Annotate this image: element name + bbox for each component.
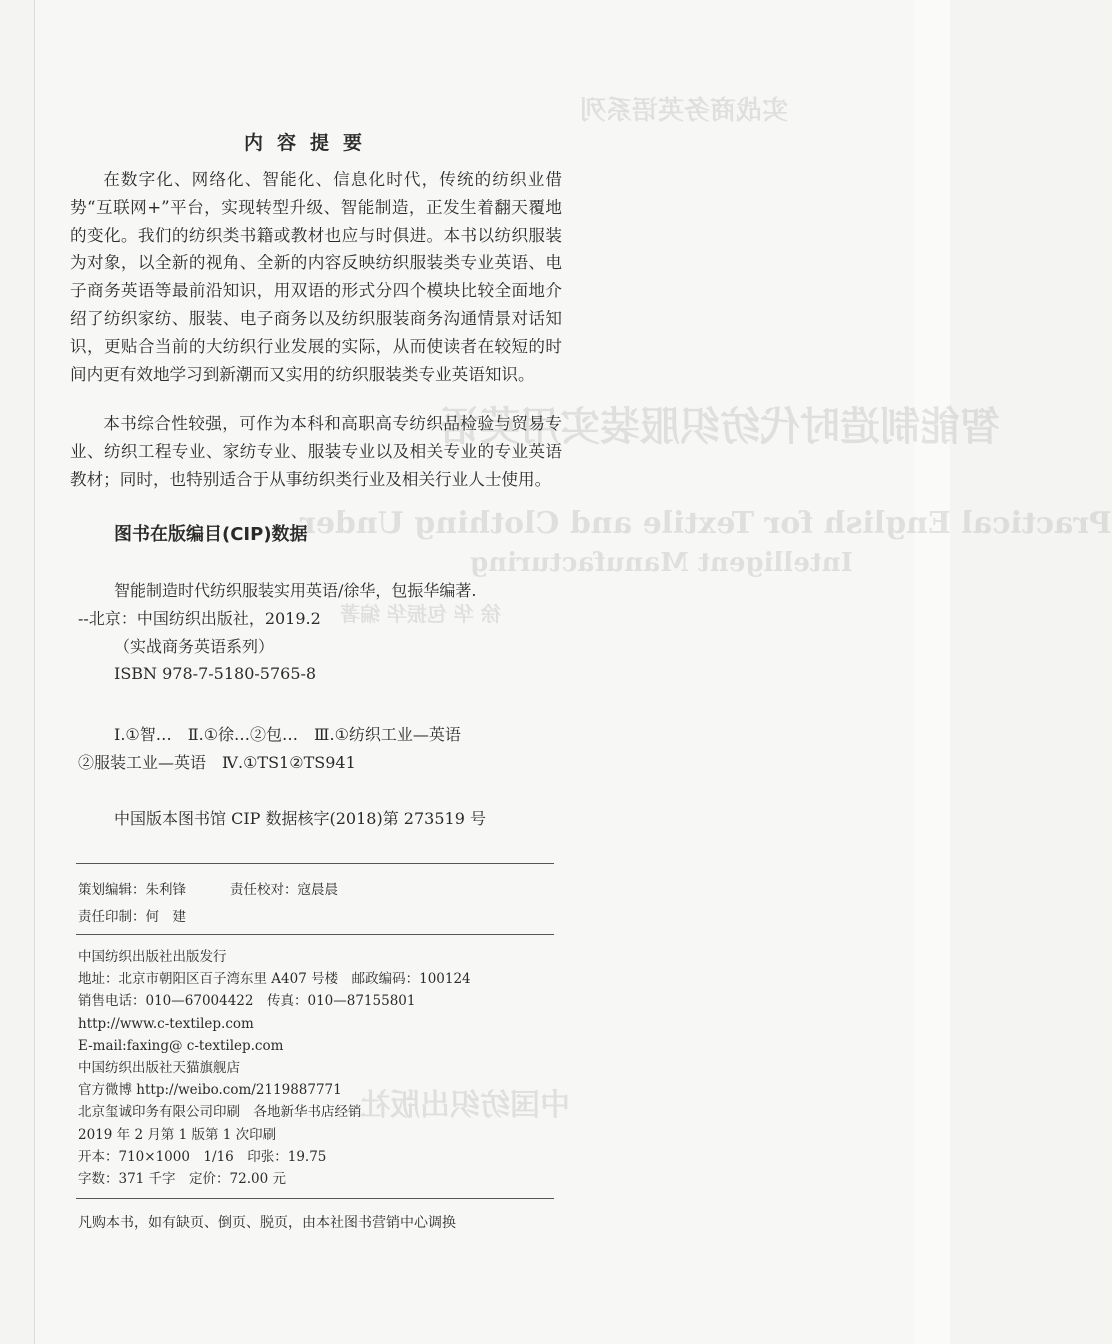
cip-line-classification-2: ②服装工业—英语 Ⅳ.①TS1②TS941 bbox=[78, 753, 356, 772]
credit-proofreader: 责任校对：寇晨晨 bbox=[230, 882, 338, 898]
show-through-title: 智能制造时代纺织服装实用英语 bbox=[440, 403, 1000, 450]
publisher-line: 中国纺织出版社出版发行 bbox=[78, 949, 227, 965]
cip-title: 图书在版编目(CIP)数据 bbox=[114, 524, 308, 545]
address-line: 地址：北京市朝阳区百子湾东里 A407 号楼 邮政编码：100124 bbox=[78, 971, 471, 988]
cip-line-publisher: --北京：中国纺织出版社，2019.2 bbox=[78, 609, 321, 628]
divider bbox=[76, 934, 554, 935]
cip-line-isbn: ISBN 978-7-5180-5765-8 bbox=[114, 664, 317, 683]
divider bbox=[76, 1198, 554, 1199]
show-through-series: 实战商务英语系列 bbox=[580, 96, 789, 126]
weibo-line: 官方微博 http://weibo.com/2119887771 bbox=[78, 1082, 342, 1099]
cip-line-classification-1: Ⅰ.①智… Ⅱ.①徐…②包… Ⅲ.①纺织工业—英语 bbox=[114, 725, 461, 744]
cip-line-title-author: 智能制造时代纺织服装实用英语/徐华，包振华编著. bbox=[114, 581, 477, 600]
abstract-text-1: 在数字化、网络化、智能化、信息化时代，传统的纺织业借势“互联网+”平台，实现转型升级、智能制造，正发生着翻天覆地的变化。我们的纺织类书籍或教材也应与时俱进。本书以纺织服装为对象，以全新的视角、全新的内容反映纺织服装类专业英语、电子商务英语等最前沿知识，用双语的形式分四个模块比较全面地介绍了纺织家纺、服装、电子商务以及纺织服装商务沟通情景对话知识，更贴合当前的大纺织行业发展的实际，从而使读者在较短的时间内更有效地学习到新潮而又实用的纺织服装类专业英语知识。 bbox=[70, 170, 562, 384]
page-edge bbox=[914, 0, 950, 1344]
abstract-paragraph-2 bbox=[70, 410, 562, 493]
credit-printing: 责任印制：何 建 bbox=[78, 909, 186, 925]
show-through-english-title-2: Intelligent Manufacturing bbox=[470, 548, 853, 578]
credit-editor: 策划编辑：朱利锋 bbox=[78, 882, 186, 898]
store-line: 中国纺织出版社天猫旗舰店 bbox=[78, 1059, 240, 1076]
phone-line: 销售电话：010—67004422 传真：010—87155801 bbox=[78, 993, 416, 1010]
edition-line: 2019 年 2 月第 1 版第 1 次印刷 bbox=[78, 1126, 277, 1143]
publisher-info bbox=[78, 946, 471, 1190]
show-through-english-title-1: Practical English for Textile and Clothing Under bbox=[300, 506, 1112, 541]
abstract-text-2: 本书综合性较强，可作为本科和高职高专纺织品检验与贸易专业、纺织工程专业、家纺专业、服装专业以及相关专业的专业英语教材；同时，也特别适合于从事纺织类行业及相关行业人士使用。 bbox=[70, 414, 562, 489]
footer-notice: 凡购本书，如有缺页、倒页、脱页，由本社图书营销中心调换 bbox=[78, 1215, 456, 1231]
show-through-authors: 徐 华 包振华 编著 bbox=[340, 602, 501, 626]
cip-line-record-number: 中国版本图书馆 CIP 数据核字(2018)第 273519 号 bbox=[114, 809, 486, 828]
website-line: http://www.c-textilep.com bbox=[78, 1015, 254, 1032]
price-line: 字数：371 千字 定价：72.00 元 bbox=[78, 1170, 286, 1187]
format-line: 开本：710×1000 1/16 印张：19.75 bbox=[78, 1148, 327, 1165]
email-line: E-mail:faxing@ c-textilep.com bbox=[78, 1037, 284, 1054]
cip-line-series: （实战商务英语系列） bbox=[114, 637, 275, 656]
printer-line: 北京玺诚印务有限公司印刷 各地新华书店经销 bbox=[78, 1104, 362, 1121]
show-through-publisher: 中国纺织出版社 bbox=[360, 1088, 570, 1123]
divider bbox=[76, 863, 554, 864]
abstract-paragraph-1 bbox=[70, 166, 562, 388]
abstract-heading: 内容提要 bbox=[244, 132, 377, 154]
